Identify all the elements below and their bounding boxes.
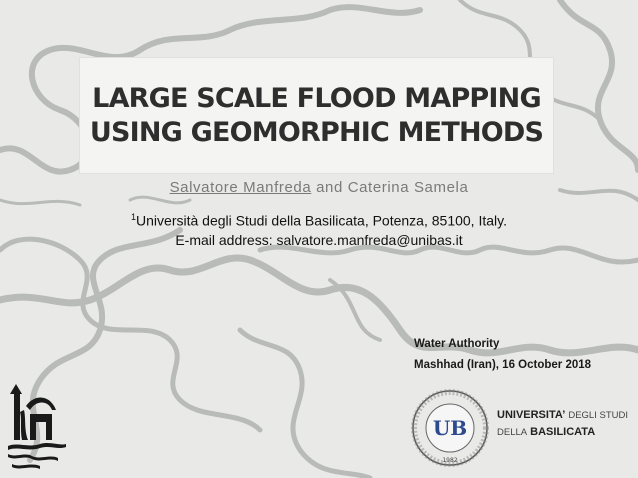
university-logo-text <box>497 407 628 441</box>
title-line-2: USING GEOMORPHIC METHODS <box>89 116 544 148</box>
author-2: Caterina Samela <box>347 179 469 196</box>
unibas-name-bold-1: UNIVERSITA’ <box>497 409 566 421</box>
affiliation-email: E-mail address: salvatore.manfreda@unibas.it <box>175 231 463 248</box>
title-box <box>79 57 554 174</box>
author-1: Salvatore Manfreda <box>169 179 312 196</box>
unibas-name-light-1: DEGLI STUDI <box>568 410 628 421</box>
unibas-name-light-2: DELLA <box>497 427 528 438</box>
seal-year: 1982 <box>442 457 458 464</box>
event-info <box>414 334 591 376</box>
unibas-seal <box>410 388 490 468</box>
event-organization: Water Authority <box>414 338 500 350</box>
event-place-date: Mashhad (Iran), 16 October 2018 <box>414 359 592 371</box>
seal-initials: UB <box>432 416 468 440</box>
title-line-1: LARGE SCALE FLOOD MAPPING <box>92 82 541 114</box>
authors <box>0 179 638 196</box>
ferdowsi-university-logo <box>6 384 68 474</box>
affiliation-university: Università degli Studi della Basilicata, Potenza, 85100, Italy. <box>136 212 507 229</box>
author-connector: and <box>316 179 343 196</box>
unibas-name-bold-2: BASILICATA <box>530 426 596 438</box>
affiliation <box>0 208 638 250</box>
affiliation-superscript: 1 <box>131 212 137 222</box>
